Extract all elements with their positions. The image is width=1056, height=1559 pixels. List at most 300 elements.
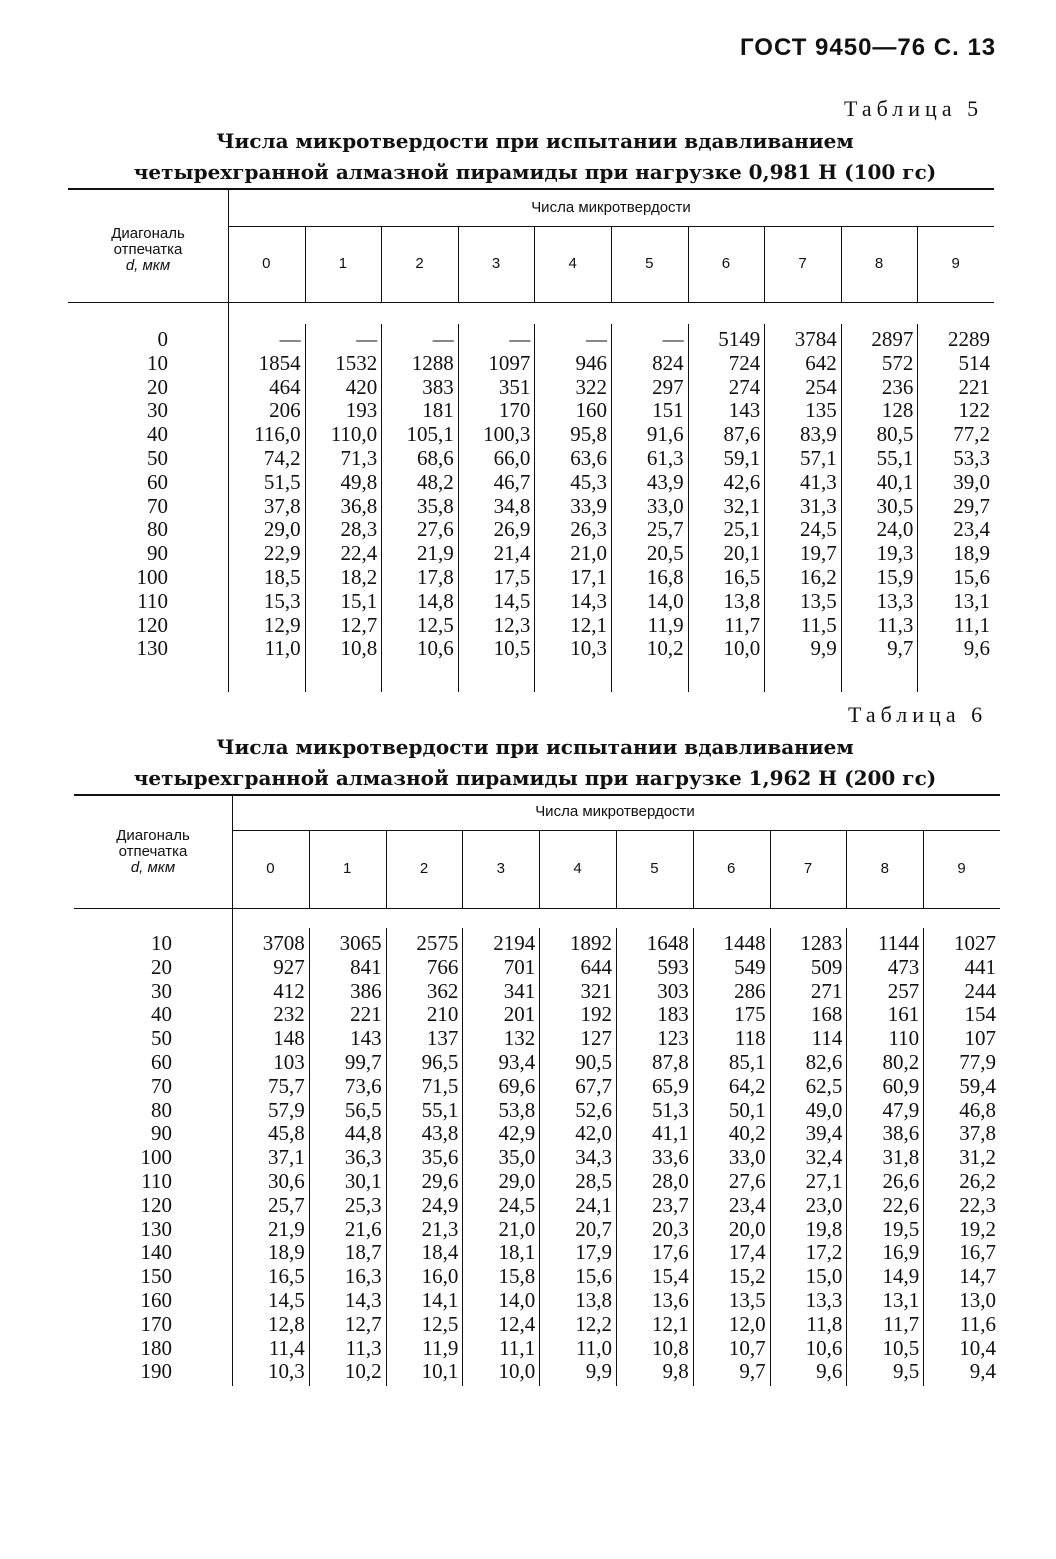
table5-cell: 11,1 [954,612,990,637]
table6-cell: 60,9 [882,1073,920,1098]
table6-cell: 12,8 [268,1311,305,1336]
table6-cell: 10,6 [805,1335,843,1360]
table5-data-column [534,328,607,661]
table6-cell: 85,1 [728,1049,766,1074]
table5-cell: 181 [422,398,454,423]
table5-cell: 23,4 [953,517,990,542]
table6-cell: 137 [426,1026,459,1051]
table5-cell: 274 [728,374,761,399]
table6-cell: 303 [657,978,689,1003]
table5-cell: 10,5 [493,636,531,661]
table5-cell: 13,5 [800,588,837,613]
table5-cell: 66,0 [493,445,531,470]
table5-title [60,126,1010,188]
table5-cell: 16,8 [646,564,684,589]
table5-cell: 11,0 [264,636,301,661]
table5-cell: 193 [345,398,378,423]
table6-row-header-line1: Диагональ [116,827,190,844]
table5-row-header [70,226,226,274]
table6-cell: 28,5 [575,1168,612,1193]
table6-cell: 12,1 [652,1311,689,1336]
table6-row-label: 140 [140,1240,172,1265]
table6-cell: 12,7 [344,1311,382,1336]
table5-cell: 37,8 [263,493,301,518]
table6-cell: 143 [350,1026,382,1051]
table5-cell: 9,9 [810,636,837,661]
table5-cell: 105,1 [406,422,454,447]
table5-col-header: 2 [415,255,424,272]
table5-cell: 51,5 [263,469,301,494]
table5-cell: 18,2 [340,564,378,589]
table6-cell: 11,7 [883,1311,920,1336]
table6-cell: 31,8 [882,1145,920,1170]
table5-cell: 160 [575,398,607,423]
table5-label: Таблица 5 [844,96,984,121]
table6-col-header: 3 [496,860,505,877]
table6-cell: 17,6 [652,1240,689,1265]
table6-label: Таблица 6 [848,702,988,727]
table5-cell: 11,9 [647,612,684,637]
table6-cell: 87,8 [652,1049,689,1074]
table6-cell: 11,9 [422,1335,459,1360]
table5-cell: 42,6 [723,469,761,494]
table6-cell: 175 [734,1002,766,1027]
table5-data-column [611,328,684,661]
table6-cell: 9,9 [585,1359,612,1384]
table5-cell: 13,3 [876,588,914,613]
table6-row-header-line3: d, мкм [130,859,176,876]
table5-col-header: 4 [568,255,577,272]
table6-cell: 25,7 [268,1192,305,1217]
table6-cell: 386 [350,978,382,1003]
table5-cell: — [279,327,301,351]
table6-cell: 26,6 [882,1168,920,1193]
table5-cell: 34,8 [493,493,531,518]
table6-cell: 154 [964,1002,996,1027]
table5-cell: 122 [958,398,990,423]
table5-cell: 5149 [718,327,761,351]
table6-cell: 257 [887,978,920,1003]
table6-cell: 57,9 [268,1097,305,1122]
table5-col-header: 8 [874,255,884,272]
table5-cell: 77,2 [953,422,990,447]
table6-cell: 56,5 [344,1097,382,1122]
table6-row-label: 100 [140,1145,172,1170]
table6-cell: 412 [273,978,305,1003]
table6-cell: 17,9 [575,1240,612,1265]
table6-col-header: 6 [727,860,736,877]
table6-cell: 71,5 [421,1073,459,1098]
table5-cell: 110,0 [330,422,378,447]
table6-data-column [462,932,535,1384]
table6-cell: 35,0 [498,1145,536,1170]
table5-cell: 74,2 [263,445,301,470]
table6-col-header: 8 [880,860,889,877]
table5-cell: — [662,327,684,351]
table5-row-label: 90 [147,541,168,566]
table6-cell: 12,5 [421,1311,459,1336]
table6-cell: 16,5 [268,1264,305,1289]
table5-cell: 71,3 [340,445,378,470]
table5-cell: 53,3 [953,445,990,470]
table6-group-header: Числа микротвердости [535,803,695,820]
table6-cell: 14,0 [498,1287,536,1312]
table5-cell: 297 [652,374,684,399]
table6-cell: 21,6 [344,1216,382,1241]
table6-row-label: 90 [151,1121,172,1146]
table6-cell: 65,9 [652,1073,689,1098]
table5-cell: 30,5 [876,493,914,518]
table5-col-header: 1 [338,255,348,272]
table6-col-header: 1 [343,860,352,877]
table6-cell: 15,0 [805,1264,843,1289]
table6-cell: 11,4 [268,1335,305,1360]
table6-cell: 21,3 [421,1216,459,1241]
table5-cell: 16,2 [800,564,837,589]
table6-data-column [232,932,305,1384]
table6-cell: 42,0 [575,1121,612,1146]
table6-title-line2: четырехгранной алмазной пирамиды при нагрузке 1,962 Н (200 гс) [133,766,937,790]
table5-cell: 48,2 [417,469,454,494]
table6-cell: 32,4 [805,1145,843,1170]
table5-cell: 19,3 [876,541,914,566]
table6-cell: 15,6 [575,1264,612,1289]
table6-cell: 1144 [877,931,920,955]
table6-cell: 103 [273,1049,305,1074]
table6-cell: 21,0 [498,1216,536,1241]
table6-cell: 99,7 [344,1049,382,1074]
table6-cell: 11,1 [499,1335,536,1360]
table5-cell: 26,9 [493,517,531,542]
table5-cell: 642 [805,350,837,375]
table5-cell: — [432,327,454,351]
table6-cell: 15,4 [652,1264,689,1289]
table5-cell: 25,1 [723,517,761,542]
table5-cell: 24,5 [800,517,837,542]
table6-cell: 362 [426,978,459,1003]
table5-cell: 31,3 [800,493,837,518]
table6-cell: 13,8 [575,1287,612,1312]
table5-cell: 87,6 [723,422,761,447]
table5-row-label: 50 [147,445,168,470]
table5-cell: 68,6 [417,445,454,470]
table6-col-header: 4 [573,860,582,877]
table6-cell: 244 [964,978,996,1003]
table5-cell: 39,0 [953,469,990,494]
table5-rule-top [68,188,994,190]
table5-cell: 43,9 [646,469,684,494]
table6-cell: 201 [503,1002,536,1027]
table5-row-label: 10 [147,350,168,375]
table6-col-header: 5 [650,860,659,877]
table5-cell: 824 [652,350,684,375]
table6-cell: 11,6 [960,1311,996,1336]
table6-cell: 64,2 [728,1073,766,1098]
table5-title-line2: четырехгранной алмазной пирамиды при нагрузке 0,981 Н (100 гс) [133,160,937,184]
table6-cell: 766 [426,954,459,979]
table5-cell: 41,3 [800,469,837,494]
table6-cell: 473 [887,954,920,979]
table6-cell: 18,7 [344,1240,382,1265]
table6-row-header [74,828,232,876]
table5-cell: 351 [498,374,531,399]
table6-cell: 9,4 [969,1359,996,1384]
table6-cell: 14,9 [882,1264,920,1289]
table5-cell: 9,7 [887,636,914,661]
table6-cell: 148 [273,1026,305,1051]
table6-cell: 16,0 [421,1264,459,1289]
table6-cell: 9,5 [892,1359,920,1384]
table5-data-column [688,328,761,661]
table6-cell: 14,7 [959,1264,996,1289]
table5-cell: 724 [728,350,761,375]
table5-cell: 18,9 [953,541,990,566]
table6-row-label: 170 [140,1311,172,1336]
table6-cell: 10,1 [421,1359,459,1384]
table6-cell: 47,9 [882,1097,920,1122]
table6-data-column [923,932,996,1384]
table5-cell: 14,5 [493,588,531,613]
table6-cell: 38,6 [882,1121,920,1146]
table5-cell: 11,3 [877,612,914,637]
table6-cell: 118 [734,1026,766,1051]
table6-cell: 210 [426,1002,459,1027]
table6-cell: 701 [503,954,536,979]
table6-cell: 59,4 [959,1073,996,1098]
table6-cell: 18,4 [421,1240,459,1265]
table6-row-label: 120 [140,1192,172,1217]
table6-cell: 93,4 [498,1049,536,1074]
table5-row-label: 20 [147,374,168,399]
table6-cell: 107 [964,1026,996,1051]
table5-cell: 35,8 [417,493,454,518]
table6-data-column [770,932,843,1384]
table5-cell: 36,8 [340,493,378,518]
table6-cell: 10,7 [728,1335,766,1360]
table5-cell: 1097 [488,350,531,375]
table5-cell: 3784 [794,327,837,351]
table6-cell: 232 [273,1002,305,1027]
table5-cell: 322 [575,374,607,399]
table6-cell: 20,3 [652,1216,689,1241]
table6-cell: 26,2 [959,1168,996,1193]
table6-col-header: 0 [266,860,275,877]
table5-row-label: 80 [147,517,168,542]
table5-cell: 383 [422,374,454,399]
table5-cell: 572 [881,350,914,375]
table6-cell: 13,6 [652,1287,689,1312]
table6-cell: 9,8 [662,1359,689,1384]
table6-cell: 51,3 [652,1097,689,1122]
table5-cell: 33,9 [570,493,607,518]
table5-cell: 14,0 [646,588,684,613]
table5-cell: 46,7 [493,469,531,494]
table6-title [60,732,1010,794]
table6-cell: 18,1 [498,1240,536,1265]
table6-cell: 31,2 [959,1145,996,1170]
table5-data-column [381,328,454,661]
table6-cell: 10,2 [344,1359,382,1384]
table6-cell: 90,5 [575,1049,612,1074]
table6-row-label: 60 [151,1049,172,1074]
table6-cell: 41,1 [652,1121,689,1146]
table6-row-label: 20 [151,954,172,979]
table6-data-column [846,932,919,1384]
table5-cell: 420 [345,374,378,399]
table5-cell: 221 [958,374,990,399]
table6-cell: 16,7 [959,1240,996,1265]
table5-cell: 29,7 [953,493,990,518]
table5-cell: 21,4 [493,541,531,566]
table6-row-label: 10 [151,931,172,955]
table6-cell: 25,3 [344,1192,382,1217]
table5-cell: 11,5 [800,612,837,637]
table5-cell: 151 [652,398,684,423]
table6-cell: 644 [580,954,612,979]
table5-cell: 10,2 [646,636,684,661]
table6-cell: 9,7 [739,1359,766,1384]
table6-cell: 17,2 [805,1240,843,1265]
table6-cell: 441 [964,954,996,979]
table6-cell: 53,8 [498,1097,536,1122]
table6-cell: 13,3 [805,1287,843,1312]
table5-col-header: 5 [645,255,654,272]
table5-cell: 57,1 [800,445,837,470]
table5-cell: 55,1 [876,445,914,470]
table5-row-label: 100 [136,564,168,589]
table6-cell: 3708 [262,931,305,955]
table6-cell: 30,1 [344,1168,382,1193]
table5-title-line1: Числа микротвердости при испытании вдавливанием [216,129,854,153]
table5-cell: 236 [881,374,914,399]
table6-cell: 17,4 [728,1240,766,1265]
table6-cell: 123 [657,1026,689,1051]
table5-cell: 26,3 [570,517,607,542]
table5-cell: 15,6 [953,564,990,589]
table5-cell: 15,1 [340,588,378,613]
table6-cell: 29,6 [421,1168,459,1193]
table5-cell: — [509,327,531,351]
table6-cell: 73,6 [344,1073,382,1098]
table6-cell: 39,4 [805,1121,843,1146]
table6-cell: 10,3 [268,1359,305,1384]
table6-cell: 9,6 [816,1359,843,1384]
table6-cell: 12,2 [575,1311,612,1336]
table5-cell: 2289 [947,327,990,351]
table6-cell: 10,4 [959,1335,996,1360]
table5-row-label: 130 [136,636,168,661]
table5-cell: 17,5 [493,564,531,589]
table6-cell: 33,0 [728,1145,766,1170]
table5-row-header-line2: отпечатка [113,241,183,258]
table6-cell: 23,0 [805,1192,843,1217]
table6-cell: 22,3 [959,1192,996,1217]
table5-cell: 32,1 [723,493,761,518]
table6-cell: 15,8 [498,1264,536,1289]
table5-cell: 21,9 [417,541,454,566]
table6-cell: 46,8 [959,1097,996,1122]
table6-cell: 19,2 [959,1216,996,1241]
table6-cell: 19,5 [882,1216,920,1241]
table6-cell: 10,0 [498,1359,536,1384]
table5-cell: 18,5 [263,564,301,589]
table6-cell: 12,4 [498,1311,536,1336]
table6-data-column [616,932,689,1384]
table6-cell: 3065 [339,931,382,955]
table6-cell: 1283 [800,931,843,955]
table6-row-label: 160 [140,1287,172,1312]
table6-cell: 77,9 [959,1049,996,1074]
table5-col-header: 9 [951,255,960,272]
table5-row-label: 0 [157,327,168,351]
table6-cell: 24,1 [575,1192,612,1217]
table5-cell: 206 [269,398,301,423]
table5-cell: 40,1 [876,469,914,494]
table6-cell: 14,5 [268,1287,305,1312]
table6-cell: 30,6 [268,1168,305,1193]
table5-cell: 116,0 [254,422,301,447]
table5-cell: 20,5 [646,541,684,566]
table5-cell: 12,7 [340,612,378,637]
table6-cell: 14,1 [421,1287,459,1312]
table6-cell: 28,0 [652,1168,689,1193]
table6-cell: 43,8 [421,1121,459,1146]
table5-cell: 1288 [411,350,454,375]
table6-cell: 10,5 [882,1335,920,1360]
table6-cell: 127 [580,1026,612,1051]
table5-cell: 170 [498,398,531,423]
table6-cell: 509 [810,954,843,979]
table6-cell: 16,9 [882,1240,920,1265]
table6-cell: 321 [580,978,612,1003]
table6-cell: 52,6 [575,1097,612,1122]
table5-cell: 33,0 [646,493,684,518]
table6-cell: 21,9 [268,1216,305,1241]
table6-cell: 161 [887,1002,920,1027]
table6-cell: 2194 [493,931,536,955]
table5-cell: 9,6 [963,636,990,661]
table6-cell: 36,3 [344,1145,382,1170]
table5-cell: 27,6 [417,517,454,542]
table6-row-label: 30 [151,978,172,1003]
table6-cell: 13,5 [728,1287,766,1312]
table5-cell: 10,3 [570,636,607,661]
table6-row-labels [74,932,172,1384]
table5-cell: 95,8 [570,422,607,447]
table5-cell: 17,1 [570,564,607,589]
table6-cell: 341 [503,978,536,1003]
table6-cell: 23,4 [728,1192,766,1217]
table5-cell: 1532 [335,350,378,375]
table5-cell: 49,8 [340,469,378,494]
table6-cell: 50,1 [728,1097,766,1122]
table5-cell: 22,9 [263,541,301,566]
table5-cell: 59,1 [723,445,761,470]
table5-cell: 15,3 [263,588,301,613]
table6-cell: 27,6 [728,1168,766,1193]
table6-data-column [309,932,382,1384]
table5-cell: 10,0 [723,636,761,661]
table6-cell: 24,9 [421,1192,459,1217]
table6-cell: 67,7 [575,1073,612,1098]
table6-cell: 2575 [416,931,459,955]
table5-cell: 10,8 [340,636,378,661]
table5-cell: 20,1 [723,541,761,566]
table5-cell: 135 [805,398,837,423]
table5-cell: 12,9 [263,612,301,637]
table5-cell: 1854 [258,350,301,375]
table5-row-label: 70 [147,493,168,518]
